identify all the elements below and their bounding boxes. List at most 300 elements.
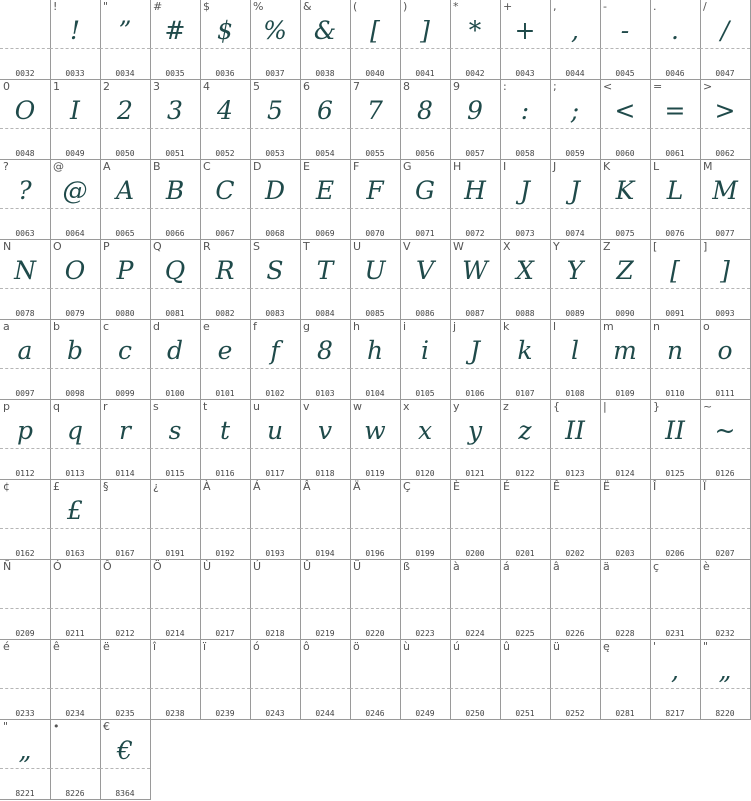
- cell-code-label: 0087: [465, 309, 485, 318]
- cell-glyph-sample: [650, 573, 700, 609]
- cell-baseline-divider: [100, 368, 150, 369]
- cell-code-label: 0073: [515, 229, 535, 238]
- cell-code-label: 0249: [415, 709, 435, 718]
- cell-code-label: 0108: [565, 389, 585, 398]
- cell-glyph-sample: L: [666, 176, 684, 205]
- glyph-cell: [50, 0, 101, 80]
- cell-character-label: R: [203, 240, 211, 253]
- glyph-cell: [600, 160, 651, 240]
- glyph-cell: [250, 80, 301, 160]
- cell-glyph-sample: ,: [671, 656, 679, 685]
- cell-character-label: e: [203, 320, 210, 333]
- glyph-cell: [200, 0, 251, 80]
- cell-baseline-divider: [400, 48, 450, 49]
- glyph-cell: [650, 0, 701, 80]
- cell-character-label: ¢: [3, 480, 10, 493]
- cell-code-label: 0074: [565, 229, 585, 238]
- cell-baseline-divider: [600, 368, 650, 369]
- cell-code-label: 0201: [515, 549, 535, 558]
- glyph-cell: [550, 240, 601, 320]
- cell-baseline-divider: [700, 368, 750, 369]
- glyph-cell: [500, 640, 551, 720]
- cell-baseline-divider: [400, 128, 450, 129]
- cell-glyph-sample: S: [266, 256, 284, 285]
- cell-baseline-divider: [600, 448, 650, 449]
- cell-character-label: l: [553, 320, 557, 333]
- glyph-cell: [400, 480, 451, 560]
- cell-baseline-divider: [600, 208, 650, 209]
- cell-glyph-sample: u: [266, 416, 284, 445]
- glyph-cell: [550, 400, 601, 480]
- cell-baseline-divider: [700, 208, 750, 209]
- cell-character-label: Q: [153, 240, 162, 253]
- glyph-cell: [650, 240, 701, 320]
- cell-baseline-divider: [600, 528, 650, 529]
- cell-character-label: |: [603, 400, 607, 413]
- cell-character-label: ,: [553, 0, 557, 13]
- cell-code-label: 0224: [465, 629, 485, 638]
- cell-glyph-sample: J: [469, 336, 481, 365]
- glyph-cell: [600, 400, 651, 480]
- cell-baseline-divider: [150, 608, 200, 609]
- cell-code-label: 0055: [365, 149, 385, 158]
- glyph-cell: [350, 640, 401, 720]
- cell-glyph-sample: f: [270, 336, 280, 365]
- cell-character-label: U: [353, 240, 362, 253]
- cell-code-label: 0118: [315, 469, 335, 478]
- cell-glyph-sample: [250, 653, 300, 689]
- glyph-cell: [600, 560, 651, 640]
- cell-code-label: 0079: [65, 309, 85, 318]
- cell-code-label: 0038: [315, 69, 335, 78]
- cell-glyph-sample: ,: [571, 16, 579, 45]
- cell-glyph-sample: F: [366, 176, 384, 205]
- cell-baseline-divider: [500, 368, 550, 369]
- glyph-cell: [500, 80, 551, 160]
- cell-glyph-sample: J: [569, 176, 581, 205]
- glyph-cell: [300, 80, 351, 160]
- cell-code-label: 8220: [715, 709, 735, 718]
- cell-glyph-sample: [600, 413, 650, 449]
- cell-character-label: B: [153, 160, 161, 173]
- cell-glyph-sample: [: [670, 256, 680, 285]
- glyph-cell: [200, 400, 251, 480]
- cell-glyph-sample: C: [215, 176, 235, 205]
- cell-baseline-divider: [450, 208, 500, 209]
- cell-character-label: Ç: [403, 480, 411, 493]
- cell-baseline-divider: [250, 528, 300, 529]
- cell-glyph-sample: 7: [367, 96, 383, 125]
- cell-character-label: 6: [303, 80, 310, 93]
- glyph-cell: [450, 400, 501, 480]
- cell-glyph-sample: II: [665, 416, 685, 445]
- cell-code-label: 0081: [165, 309, 185, 318]
- cell-glyph-sample: N: [14, 256, 36, 285]
- cell-code-label: 0066: [165, 229, 185, 238]
- glyph-cell: [350, 560, 401, 640]
- cell-glyph-sample: 2: [117, 96, 133, 125]
- cell-character-label: À: [203, 480, 211, 493]
- cell-code-label: 0239: [215, 709, 235, 718]
- cell-glyph-sample: [300, 493, 350, 529]
- cell-baseline-divider: [400, 528, 450, 529]
- glyph-cell: [450, 0, 501, 80]
- cell-code-label: 0234: [65, 709, 85, 718]
- cell-baseline-divider: [650, 128, 700, 129]
- cell-character-label: d: [153, 320, 160, 333]
- glyph-cell: [700, 0, 751, 80]
- glyph-cell: [0, 560, 51, 640]
- cell-glyph-sample: [50, 573, 100, 609]
- cell-character-label: A: [103, 160, 111, 173]
- cell-code-label: 0083: [265, 309, 285, 318]
- glyph-cell: [0, 400, 51, 480]
- cell-baseline-divider: [100, 208, 150, 209]
- cell-code-label: 0044: [565, 69, 585, 78]
- cell-baseline-divider: [500, 48, 550, 49]
- cell-character-label: ?: [3, 160, 9, 173]
- cell-baseline-divider: [100, 768, 150, 769]
- cell-character-label: .: [653, 0, 657, 13]
- glyph-cell: [700, 560, 751, 640]
- cell-character-label: 2: [103, 80, 110, 93]
- glyph-cell: [250, 0, 301, 80]
- cell-code-label: 0252: [565, 709, 585, 718]
- cell-code-label: 0086: [415, 309, 435, 318]
- cell-baseline-divider: [500, 448, 550, 449]
- glyph-cell: [0, 0, 51, 80]
- cell-baseline-divider: [550, 128, 600, 129]
- cell-baseline-divider: [700, 528, 750, 529]
- cell-baseline-divider: [100, 448, 150, 449]
- cell-glyph-sample: [500, 653, 550, 689]
- cell-glyph-sample: Z: [616, 256, 634, 285]
- cell-glyph-sample: Y: [566, 256, 584, 285]
- cell-baseline-divider: [150, 48, 200, 49]
- cell-character-label: ï: [203, 640, 207, 653]
- glyph-cell: [350, 400, 401, 480]
- glyph-cell: [0, 80, 51, 160]
- cell-baseline-divider: [550, 288, 600, 289]
- cell-glyph-sample: r: [119, 416, 131, 445]
- cell-character-label: }: [653, 400, 660, 413]
- glyph-cell: [250, 240, 301, 320]
- glyph-cell: [500, 400, 551, 480]
- cell-character-label: Z: [603, 240, 611, 253]
- cell-glyph-sample: [: [370, 16, 380, 45]
- glyph-cell: [300, 160, 351, 240]
- cell-character-label: r: [103, 400, 108, 413]
- cell-glyph-sample: -: [620, 16, 630, 45]
- cell-glyph-sample: I: [70, 96, 80, 125]
- glyph-cell: [450, 160, 501, 240]
- cell-baseline-divider: [200, 48, 250, 49]
- cell-code-label: 0196: [365, 549, 385, 558]
- cell-code-label: 0107: [515, 389, 535, 398]
- glyph-cell: [150, 480, 201, 560]
- glyph-cell: [200, 80, 251, 160]
- cell-code-label: 0061: [665, 149, 685, 158]
- cell-glyph-sample: [450, 493, 500, 529]
- cell-glyph-sample: 9: [467, 96, 483, 125]
- cell-baseline-divider: [150, 528, 200, 529]
- cell-character-label: T: [303, 240, 310, 253]
- cell-code-label: 0209: [15, 629, 35, 638]
- cell-code-label: 0206: [665, 549, 685, 558]
- cell-glyph-sample: [700, 493, 750, 529]
- glyph-cell: [100, 0, 151, 80]
- cell-code-label: 0126: [715, 469, 735, 478]
- cell-baseline-divider: [0, 608, 50, 609]
- cell-glyph-sample: D: [264, 176, 286, 205]
- glyph-cell: [100, 160, 151, 240]
- cell-baseline-divider: [500, 208, 550, 209]
- cell-glyph-sample: =: [664, 96, 686, 125]
- glyph-cell: [50, 160, 101, 240]
- glyph-cell: [550, 640, 601, 720]
- cell-character-label: ": [3, 720, 9, 733]
- glyph-cell: [100, 640, 151, 720]
- cell-character-label: 3: [153, 80, 160, 93]
- cell-character-label: L: [653, 160, 660, 173]
- cell-character-label: É: [503, 480, 510, 493]
- cell-baseline-divider: [600, 48, 650, 49]
- glyph-cell: [50, 80, 101, 160]
- cell-code-label: 0120: [415, 469, 435, 478]
- cell-glyph-sample: [200, 573, 250, 609]
- cell-character-label: E: [303, 160, 310, 173]
- glyph-cell: [250, 480, 301, 560]
- cell-glyph-sample: [150, 653, 200, 689]
- cell-code-label: 0121: [465, 469, 485, 478]
- cell-baseline-divider: [300, 208, 350, 209]
- cell-character-label: Y: [553, 240, 560, 253]
- cell-baseline-divider: [300, 368, 350, 369]
- cell-glyph-sample: II: [565, 416, 585, 445]
- cell-glyph-sample: [0, 573, 50, 609]
- cell-character-label: 9: [453, 80, 460, 93]
- cell-glyph-sample: [0, 13, 50, 49]
- cell-baseline-divider: [450, 528, 500, 529]
- cell-code-label: 0246: [365, 709, 385, 718]
- glyph-cell: [300, 320, 351, 400]
- cell-code-label: 0219: [315, 629, 335, 638]
- cell-code-label: 8217: [665, 709, 685, 718]
- cell-baseline-divider: [700, 688, 750, 689]
- cell-code-label: 0054: [315, 149, 335, 158]
- cell-character-label: È: [453, 480, 460, 493]
- glyph-cell: [50, 560, 101, 640]
- cell-baseline-divider: [300, 608, 350, 609]
- glyph-cell: [0, 640, 51, 720]
- cell-code-label: 0047: [715, 69, 735, 78]
- cell-code-label: 0098: [65, 389, 85, 398]
- cell-baseline-divider: [50, 768, 100, 769]
- cell-baseline-divider: [200, 128, 250, 129]
- cell-baseline-divider: [250, 448, 300, 449]
- cell-code-label: 0124: [615, 469, 635, 478]
- cell-code-label: 0111: [715, 389, 735, 398]
- cell-glyph-sample: s: [168, 416, 182, 445]
- cell-glyph-sample: 4: [217, 96, 233, 125]
- cell-code-label: 0078: [15, 309, 35, 318]
- cell-code-label: 0035: [165, 69, 185, 78]
- glyph-cell: [350, 80, 401, 160]
- cell-glyph-sample: V: [415, 256, 435, 285]
- cell-character-label: y: [453, 400, 460, 413]
- cell-glyph-sample: [550, 573, 600, 609]
- cell-character-label: â: [553, 560, 560, 573]
- cell-baseline-divider: [50, 608, 100, 609]
- cell-character-label: Ï: [703, 480, 707, 493]
- cell-character-label: ç: [653, 560, 660, 573]
- cell-baseline-divider: [400, 208, 450, 209]
- cell-code-label: 0250: [465, 709, 485, 718]
- cell-baseline-divider: [250, 48, 300, 49]
- cell-glyph-sample: [300, 653, 350, 689]
- cell-character-label: !: [53, 0, 58, 13]
- cell-baseline-divider: [300, 128, 350, 129]
- glyph-cell: [50, 480, 101, 560]
- glyph-cell: [450, 320, 501, 400]
- cell-character-label: Ñ: [3, 560, 12, 573]
- cell-code-label: 0243: [265, 709, 285, 718]
- glyph-cell: [150, 400, 201, 480]
- cell-code-label: 0101: [215, 389, 235, 398]
- cell-character-label: $: [203, 0, 210, 13]
- cell-character-label: ö: [353, 640, 360, 653]
- glyph-cell: [250, 320, 301, 400]
- cell-glyph-sample: [150, 573, 200, 609]
- cell-glyph-sample: #: [164, 16, 186, 45]
- cell-character-label: F: [353, 160, 360, 173]
- cell-character-label: H: [453, 160, 462, 173]
- cell-glyph-sample: [600, 493, 650, 529]
- cell-baseline-divider: [350, 528, 400, 529]
- glyph-cell: [700, 160, 751, 240]
- cell-glyph-sample: ;: [570, 96, 580, 125]
- cell-baseline-divider: [100, 688, 150, 689]
- cell-code-label: 0052: [215, 149, 235, 158]
- cell-code-label: 0122: [515, 469, 535, 478]
- cell-baseline-divider: [100, 128, 150, 129]
- glyph-cell: [200, 320, 251, 400]
- cell-baseline-divider: [150, 288, 200, 289]
- glyph-cell: [300, 560, 351, 640]
- cell-glyph-sample: 3: [167, 96, 183, 125]
- cell-baseline-divider: [700, 288, 750, 289]
- cell-code-label: 0064: [65, 229, 85, 238]
- glyph-cell: [500, 0, 551, 80]
- glyph-cell: [550, 320, 601, 400]
- cell-code-label: 0231: [665, 629, 685, 638]
- cell-baseline-divider: [250, 368, 300, 369]
- cell-glyph-sample: [100, 653, 150, 689]
- cell-character-label: #: [153, 0, 163, 13]
- glyph-cell: [400, 400, 451, 480]
- cell-glyph-sample: [400, 573, 450, 609]
- cell-code-label: 0114: [115, 469, 135, 478]
- cell-character-label: ä: [603, 560, 610, 573]
- cell-baseline-divider: [0, 128, 50, 129]
- cell-glyph-sample: @: [62, 176, 88, 205]
- cell-glyph-sample: [300, 573, 350, 609]
- cell-character-label: N: [3, 240, 12, 253]
- cell-glyph-sample: [350, 573, 400, 609]
- glyph-cell: [200, 640, 251, 720]
- cell-baseline-divider: [400, 448, 450, 449]
- cell-glyph-sample: [600, 653, 650, 689]
- cell-character-label: ę: [603, 640, 610, 653]
- cell-character-label: Ö: [153, 560, 162, 573]
- cell-glyph-sample: p: [16, 416, 33, 445]
- glyph-cell: [550, 560, 601, 640]
- cell-baseline-divider: [400, 288, 450, 289]
- cell-glyph-sample: >: [714, 96, 736, 125]
- glyph-cell: [150, 640, 201, 720]
- cell-character-label: z: [503, 400, 509, 413]
- cell-code-label: 0203: [615, 549, 635, 558]
- cell-glyph-sample: R: [215, 256, 235, 285]
- glyph-cell: [500, 560, 551, 640]
- cell-glyph-sample: B: [165, 176, 185, 205]
- cell-baseline-divider: [50, 208, 100, 209]
- cell-baseline-divider: [350, 448, 400, 449]
- cell-baseline-divider: [350, 688, 400, 689]
- cell-glyph-sample: /: [720, 16, 730, 45]
- cell-code-label: 0077: [715, 229, 735, 238]
- cell-baseline-divider: [650, 208, 700, 209]
- cell-code-label: 0084: [315, 309, 335, 318]
- cell-character-label: w: [353, 400, 362, 413]
- cell-character-label: (: [353, 0, 358, 13]
- cell-code-label: 0199: [415, 549, 435, 558]
- glyph-cell: [150, 560, 201, 640]
- cell-code-label: 0109: [615, 389, 635, 398]
- cell-character-label: P: [103, 240, 110, 253]
- cell-glyph-sample: ]: [420, 16, 430, 45]
- cell-code-label: 0062: [715, 149, 735, 158]
- cell-code-label: 0207: [715, 549, 735, 558]
- cell-character-label: 5: [253, 80, 260, 93]
- cell-baseline-divider: [650, 288, 700, 289]
- cell-character-label: ú: [453, 640, 460, 653]
- cell-code-label: 0163: [65, 549, 85, 558]
- glyph-cell: [50, 320, 101, 400]
- cell-baseline-divider: [0, 688, 50, 689]
- cell-glyph-sample: [700, 573, 750, 609]
- glyph-cell: [350, 240, 401, 320]
- cell-glyph-sample: a: [17, 336, 33, 365]
- cell-character-label: s: [153, 400, 159, 413]
- glyph-cell: [400, 560, 451, 640]
- cell-glyph-sample: [250, 493, 300, 529]
- cell-character-label: V: [403, 240, 411, 253]
- cell-baseline-divider: [450, 128, 500, 129]
- cell-character-label: ß: [403, 560, 410, 573]
- glyph-cell: [400, 320, 451, 400]
- glyph-cell: [350, 160, 401, 240]
- cell-character-label: o: [703, 320, 710, 333]
- cell-code-label: 0063: [15, 229, 35, 238]
- cell-glyph-sample: +: [514, 16, 536, 45]
- glyph-cell: [400, 0, 451, 80]
- cell-baseline-divider: [200, 208, 250, 209]
- glyph-cell: [150, 0, 201, 80]
- cell-baseline-divider: [400, 688, 450, 689]
- cell-baseline-divider: [0, 48, 50, 49]
- cell-baseline-divider: [250, 688, 300, 689]
